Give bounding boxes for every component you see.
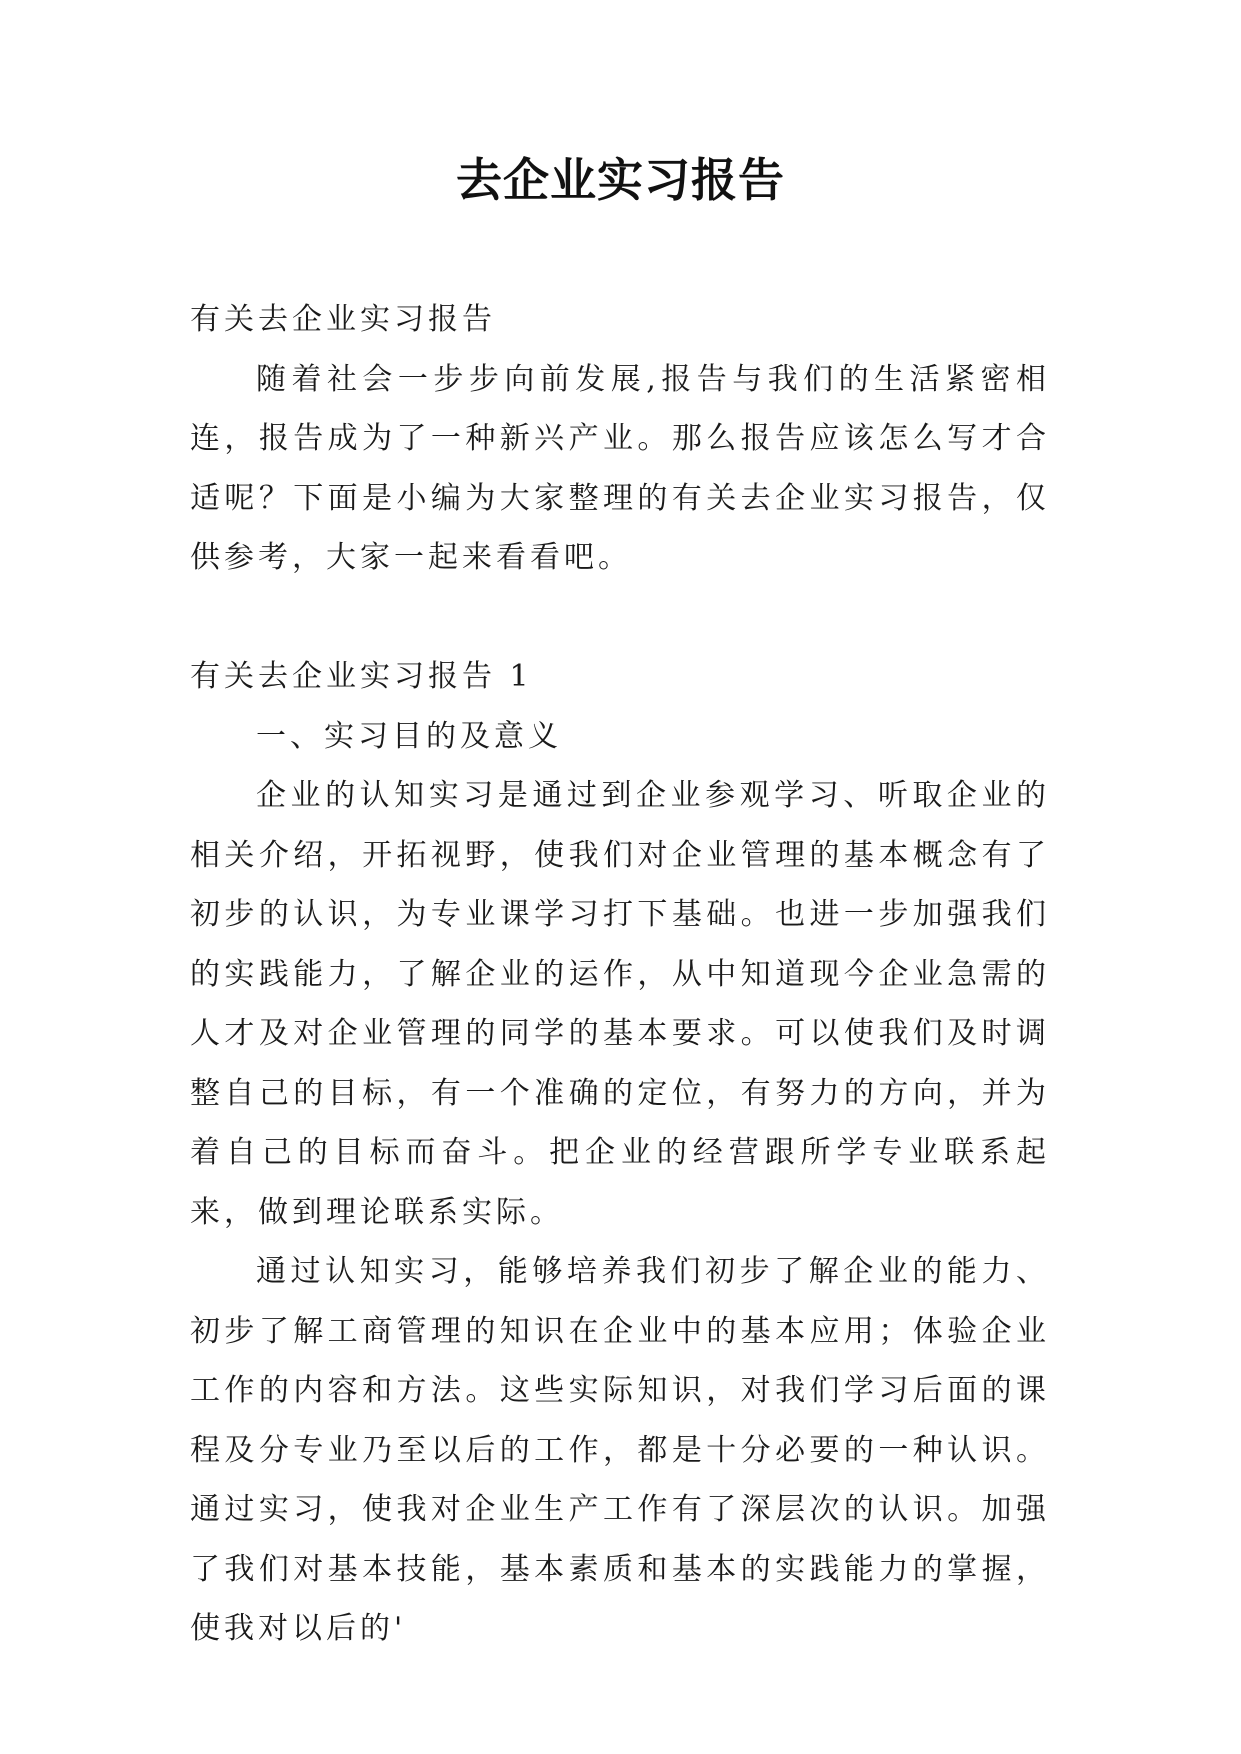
spacer <box>190 588 1050 648</box>
section-heading: 一、实习目的及意义 <box>256 718 562 754</box>
document-title: 去企业实习报告 <box>456 153 785 207</box>
section-title: 有关去企业实习报告 1 <box>190 659 533 694</box>
subtitle: 有关去企业实习报告 <box>190 302 496 337</box>
body-paragraph: 通过认知实习，能够培养我们初步了解企业的能力、初步了解工商管理的知识在企业中的基本应用；体验企业工作的内容和方法。这些实际知识，对我们学习后面的课程及分专业乃至以后的工作，都是十分必要的一种认识。通过实习，使我对企业生产工作有了深层次的认识。加强了我们对基本技能，基本素质和基本的实践能力的掌握，使我对以后的' <box>190 1254 1050 1646</box>
document-body <box>190 290 1050 1659</box>
body-paragraph: 企业的认知实习是通过到企业参观学习、听取企业的相关介绍，开拓视野，使我们对企业管理的基本概念有了初步的认识，为专业课学习打下基础。也进一步加强我们的实践能力，了解企业的运作，从中知道现今企业急需的人才及对企业管理的同学的基本要求。可以使我们及时调整自己的目标，有一个准确的定位，有努力的方向，并为着自己的目标而奋斗。把企业的经营跟所学专业联系起来，做到理论联系实际。 <box>190 778 1050 1230</box>
intro-paragraph: 随着社会一步步向前发展,报告与我们的生活紧密相连，报告成为了一种新兴产业。那么报告应该怎么写才合适呢？下面是小编为大家整理的有关去企业实习报告，仅供参考，大家一起来看看吧。 <box>190 361 1050 575</box>
